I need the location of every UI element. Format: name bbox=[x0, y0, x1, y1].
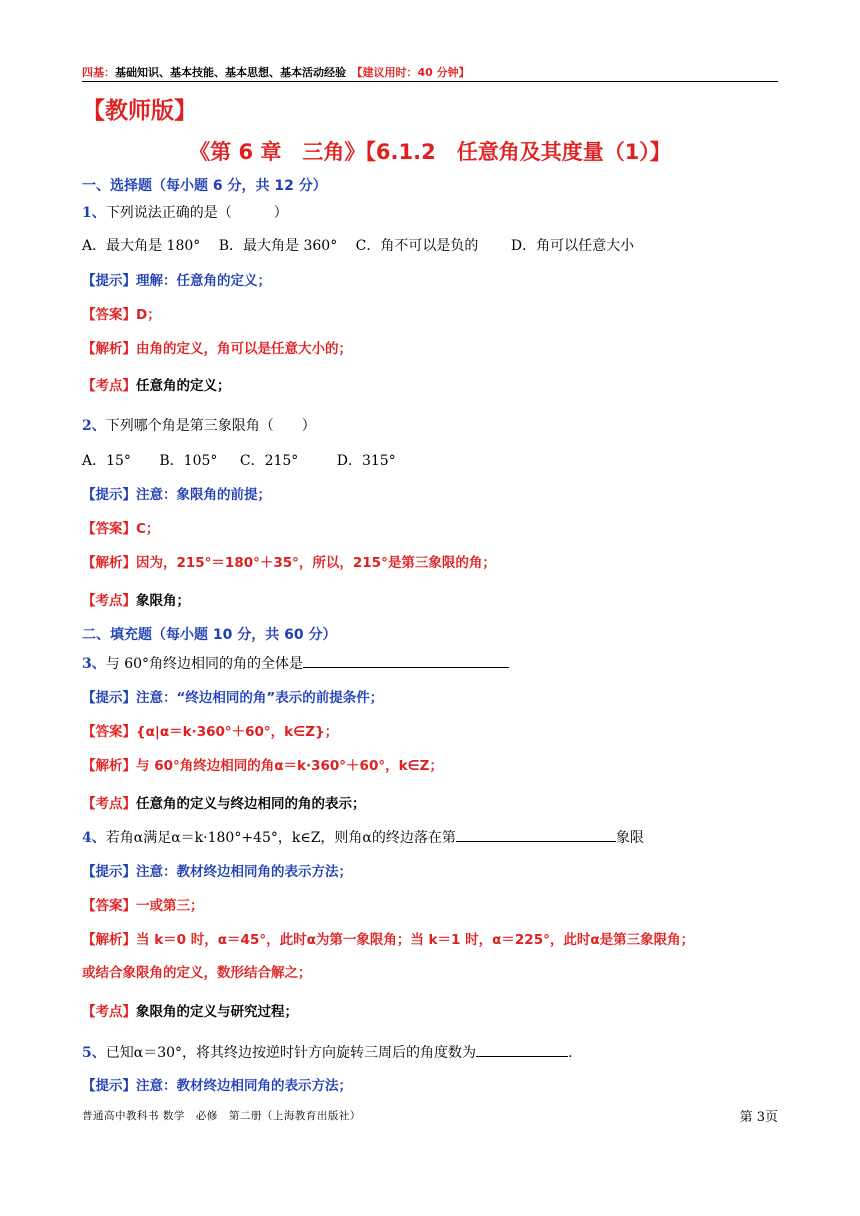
question-2-stem bbox=[82, 416, 316, 436]
section-1-heading: 一、选择题（每小题 6 分，共 12 分） bbox=[82, 178, 327, 194]
header-prefix: 四基： bbox=[82, 66, 115, 79]
question-2-answer: 【答案】C； bbox=[82, 521, 160, 537]
question-4-stem bbox=[82, 827, 644, 848]
question-4-keypoint bbox=[82, 1002, 298, 1022]
question-2-keypoint bbox=[82, 591, 190, 611]
option-c: C．角不可以是负的 bbox=[355, 238, 479, 254]
question-2-analysis: 【解析】因为，215°＝180°＋35°，所以，215°是第三象限的角； bbox=[82, 555, 496, 571]
question-text: 下列哪个角是第三象限角（ ） bbox=[105, 418, 316, 434]
answer-blank[interactable] bbox=[476, 1042, 568, 1057]
question-3-analysis: 【解析】与 60°角终边相同的角α＝k·360°＋60°，k∈Z； bbox=[82, 758, 443, 774]
option-a: A．15° bbox=[82, 453, 131, 469]
question-1-keypoint bbox=[82, 376, 231, 396]
option-d: D．315° bbox=[336, 453, 396, 469]
footer-book-title: 普通高中教科书 数学 必修 第二册（上海教育出版社） bbox=[82, 1110, 361, 1122]
question-number: 3、 bbox=[82, 656, 106, 672]
answer-blank[interactable] bbox=[456, 827, 616, 842]
keypoint-text: 象限角； bbox=[136, 593, 190, 609]
edition-label: 【教师版】 bbox=[82, 98, 197, 124]
question-number: 5、 bbox=[82, 1045, 106, 1061]
option-b: B．105° bbox=[159, 453, 218, 469]
keypoint-text: 任意角的定义； bbox=[136, 378, 231, 394]
question-number: 1、 bbox=[82, 205, 106, 221]
answer-blank[interactable] bbox=[303, 653, 509, 668]
option-d: D．角可以任意大小 bbox=[510, 238, 635, 254]
question-5-stem bbox=[82, 1042, 572, 1063]
question-text-end: . bbox=[568, 1045, 573, 1061]
question-text: 若角α满足α＝k·180°+45°，k∈Z，则角α的终边落在第 bbox=[105, 830, 456, 846]
question-number: 4、 bbox=[82, 830, 106, 846]
question-1-answer: 【答案】D； bbox=[82, 307, 161, 323]
question-4-analysis-cont: 或结合象限角的定义，数形结合解之； bbox=[82, 965, 312, 981]
keypoint-tag: 【考点】 bbox=[82, 593, 136, 609]
question-text-end: 象限 bbox=[615, 830, 644, 846]
keypoint-text: 象限角的定义与研究过程； bbox=[136, 1004, 298, 1020]
question-5-hint: 【提示】注意：教材终边相同角的表示方法； bbox=[82, 1078, 352, 1094]
keypoint-tag: 【考点】 bbox=[82, 1004, 136, 1020]
option-b: B．最大角是 360° bbox=[218, 238, 338, 254]
keypoint-tag: 【考点】 bbox=[82, 378, 136, 394]
question-4-answer: 【答案】一或第三； bbox=[82, 898, 204, 914]
question-4-analysis: 【解析】当 k＝0 时，α＝45°，此时α为第一象限角；当 k＝1 时，α＝225°，此时α是第三象限角； bbox=[82, 932, 695, 948]
section-2-heading: 二、填充题（每小题 10 分，共 60 分） bbox=[82, 627, 337, 643]
question-1-hint: 【提示】理解：任意角的定义； bbox=[82, 273, 271, 289]
question-1-stem bbox=[82, 203, 288, 223]
footer-page-number: 第 3页 bbox=[739, 1110, 778, 1125]
question-3-hint: 【提示】注意：“终边相同的角”表示的前提条件； bbox=[82, 690, 384, 706]
page-title: 《第 6 章 三角》【6.1.2 任意角及其度量（1）】 bbox=[189, 140, 671, 164]
question-text: 已知α＝30°，将其终边按逆时针方向旋转三周后的角度数为 bbox=[105, 1045, 477, 1061]
question-2-options bbox=[82, 451, 410, 471]
question-text: 与 60°角终边相同的角的全体是 bbox=[105, 656, 304, 672]
keypoint-text: 任意角的定义与终边相同的角的表示； bbox=[136, 796, 366, 812]
question-3-answer: 【答案】{α|α＝k·360°＋60°，k∈Z}； bbox=[82, 724, 339, 740]
option-c: C．215° bbox=[239, 453, 299, 469]
question-3-stem bbox=[82, 653, 509, 674]
question-text: 下列说法正确的是（ ） bbox=[105, 205, 288, 221]
option-a: A．最大角是 180° bbox=[82, 238, 201, 254]
question-2-hint: 【提示】注意：象限角的前提； bbox=[82, 487, 271, 503]
header-text: 基础知识、基本技能、基本思想、基本活动经验 bbox=[115, 66, 346, 79]
question-1-options bbox=[82, 236, 648, 256]
question-1-analysis: 【解析】由角的定义，角可以是任意大小的； bbox=[82, 341, 352, 357]
header-time: 【建议用时：40 分钟】 bbox=[357, 66, 470, 79]
header-divider bbox=[82, 81, 778, 82]
keypoint-tag: 【考点】 bbox=[82, 796, 136, 812]
question-3-keypoint bbox=[82, 794, 366, 814]
question-4-hint: 【提示】注意：教材终边相同角的表示方法； bbox=[82, 864, 352, 880]
page-header bbox=[82, 64, 470, 80]
question-number: 2、 bbox=[82, 418, 106, 434]
